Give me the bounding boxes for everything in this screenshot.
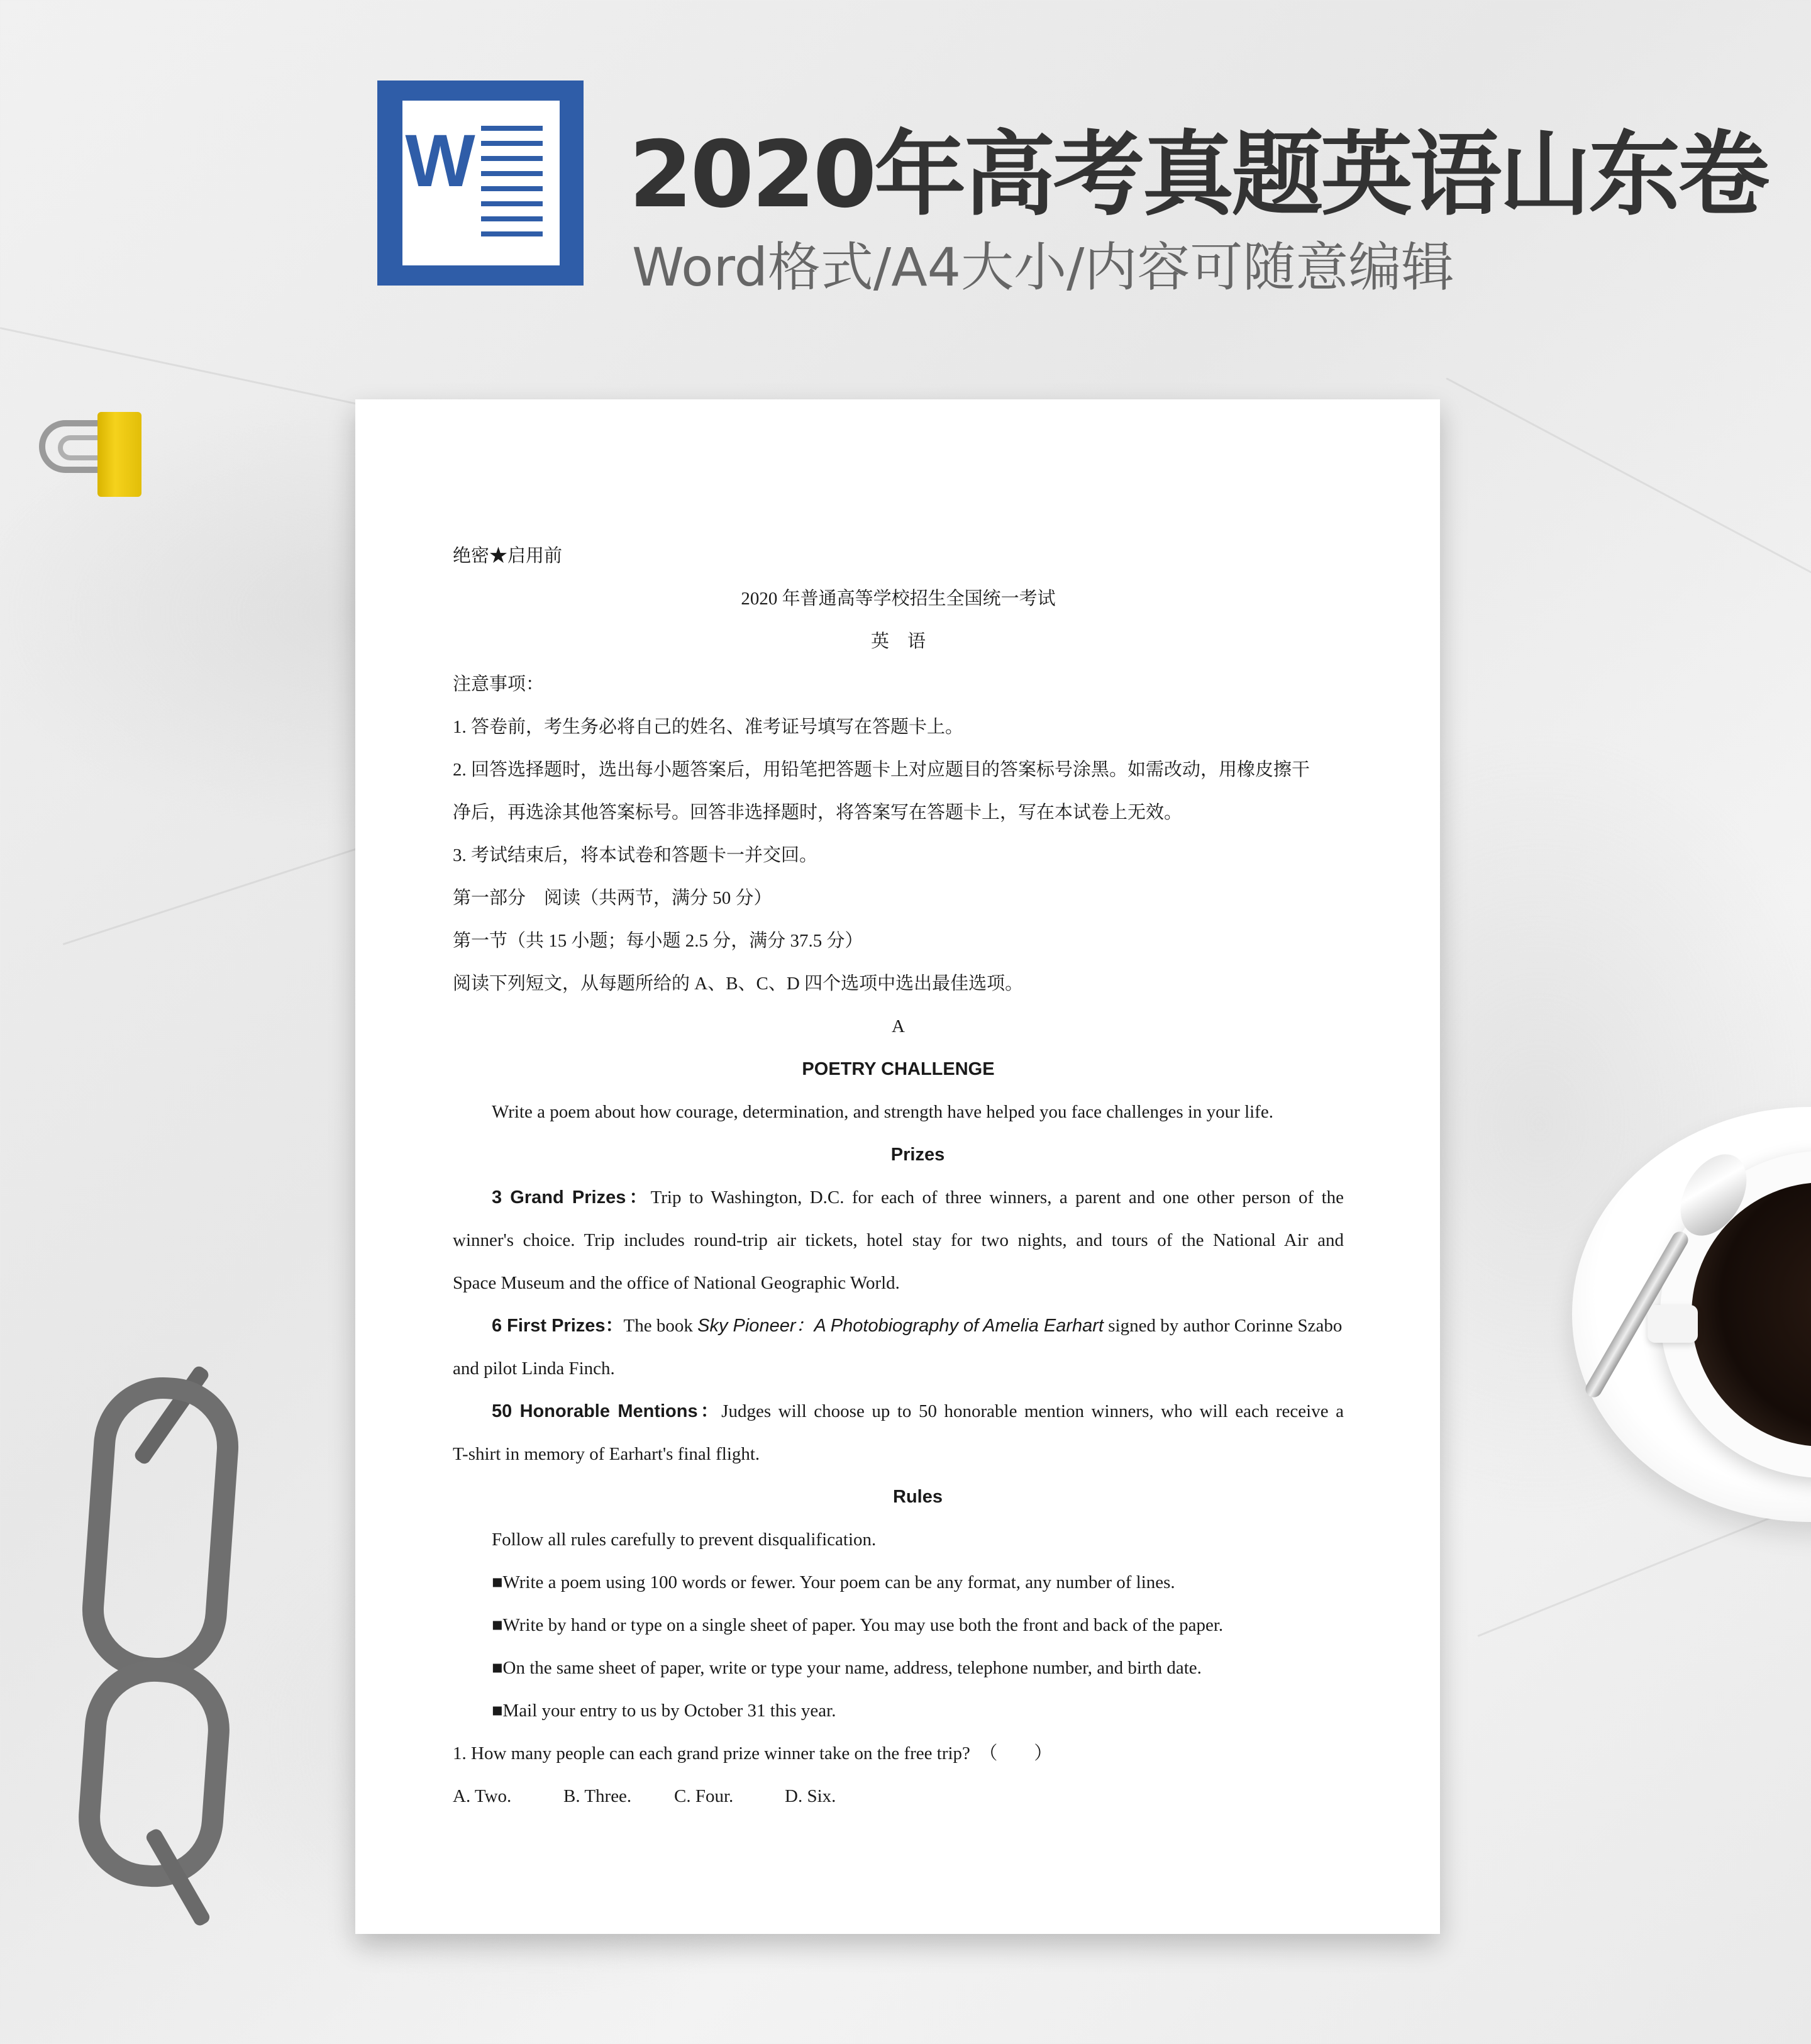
rules-intro: Follow all rules carefully to prevent disqualification. [492, 1530, 877, 1550]
prizes-heading: Prizes [890, 1145, 945, 1165]
notice-item-2: 2. 回答选择题时，选出每小题答案后，用铅笔把答题卡上对应题目的答案标号涂黑。如需改动，用橡皮擦干 [453, 760, 1310, 780]
first-prize-label: 6 First Prizes： [492, 1316, 624, 1336]
honorable-line-1 [453, 1390, 1344, 1433]
word-logo-letter: W [405, 119, 475, 203]
grand-prize-label: 3 Grand Prizes： [492, 1187, 651, 1208]
rule-item-4: ■Mail your entry to us by October 31 this year. [492, 1701, 836, 1721]
question-1: 1. How many people can each grand prize winner take on the free trip? （ ） [453, 1743, 1053, 1764]
reading-instruction: 阅读下列短文，从每题所给的 A、B、C、D 四个选项中选出最佳选项。 [453, 974, 1024, 994]
notice-item-2-cont: 净后，再选涂其他答案标号。回答非选择题时，将答案写在答题卡上，写在本试卷上无效。 [453, 803, 1183, 823]
page-subtitle: Word格式/A4大小/内容可随意编辑 [632, 236, 1454, 298]
passage-label: A [892, 1016, 905, 1036]
first-prize-post: signed by author Corinne Szabo [1103, 1316, 1343, 1336]
first-prize-line-2: and pilot Linda Finch. [453, 1358, 615, 1379]
secret-label: 绝密★启用前 [453, 546, 563, 566]
binder-clip-body [97, 412, 141, 497]
option-a: A. Two. [453, 1786, 512, 1806]
glasses-image [78, 1373, 243, 1684]
grand-prize-line-2: winner's choice. Trip includes round-trip air tickets, hotel stay for two nights, and tours of the National Air and [453, 1230, 1344, 1250]
notice-heading: 注意事项： [453, 674, 545, 694]
marble-vein [1446, 377, 1811, 586]
document-page [355, 399, 1440, 1934]
grand-prize-line-1 [453, 1176, 1344, 1219]
passage-title: POETRY CHALLENGE [802, 1059, 995, 1079]
honorable-line-2: T-shirt in memory of Earhart's final flight. [453, 1444, 760, 1464]
grand-prize-line-3: Space Museum and the office of National Geographic World. [453, 1273, 900, 1293]
glasses-lens [74, 1655, 235, 1891]
rule-item-1: ■Write a poem using 100 words or fewer. Your poem can be any format, any number of lines. [492, 1572, 1175, 1592]
honorable-text: Judges will choose up to 50 honorable mention winners, who will each receive a [721, 1401, 1344, 1421]
exam-title: 2020 年普通高等学校招生全国统一考试 [741, 589, 1056, 609]
subject-title: 英 语 [870, 631, 926, 652]
word-logo-icon [377, 81, 584, 286]
cup-handle [1648, 1305, 1698, 1343]
first-prize-pre: The book [623, 1316, 698, 1336]
rule-item-3: ■On the same sheet of paper, write or type your name, address, telephone number, and birth date. [492, 1658, 1202, 1678]
rules-heading: Rules [893, 1487, 943, 1507]
first-prize-book: Sky Pioneer：A Photobiography of Amelia Earhart [697, 1316, 1104, 1336]
page-title: 2020年高考真题英语山东卷 [629, 121, 1768, 228]
rule-item-2: ■Write by hand or type on a single sheet of paper. You may use both the front and back of the paper. [492, 1615, 1224, 1635]
option-c: C. Four. [674, 1786, 734, 1806]
option-b: B. Three. [563, 1786, 632, 1806]
grand-prize-text: Trip to Washington, D.C. for each of three winners, a parent and one other person of the [650, 1187, 1344, 1208]
section-heading: 第一节（共 15 小题；每小题 2.5 分，满分 37.5 分） [453, 931, 863, 951]
first-prize-line-1 [453, 1304, 1344, 1347]
passage-intro: Write a poem about how courage, determination, and strength have helped you face challenges in your life. [492, 1102, 1273, 1122]
option-d: D. Six. [785, 1786, 836, 1806]
honorable-label: 50 Honorable Mentions： [492, 1401, 722, 1421]
part-heading: 第一部分 阅读（共两节，满分 50 分） [453, 888, 772, 908]
question-1-options [453, 1775, 1344, 1818]
marble-vein [63, 847, 362, 945]
notice-item-3: 3. 考试结束后，将本试卷和答题卡一并交回。 [453, 845, 818, 865]
notice-item-1: 1. 答卷前，考生务必将自己的姓名、准考证号填写在答题卡上。 [453, 717, 964, 737]
document-content [453, 535, 1344, 1818]
